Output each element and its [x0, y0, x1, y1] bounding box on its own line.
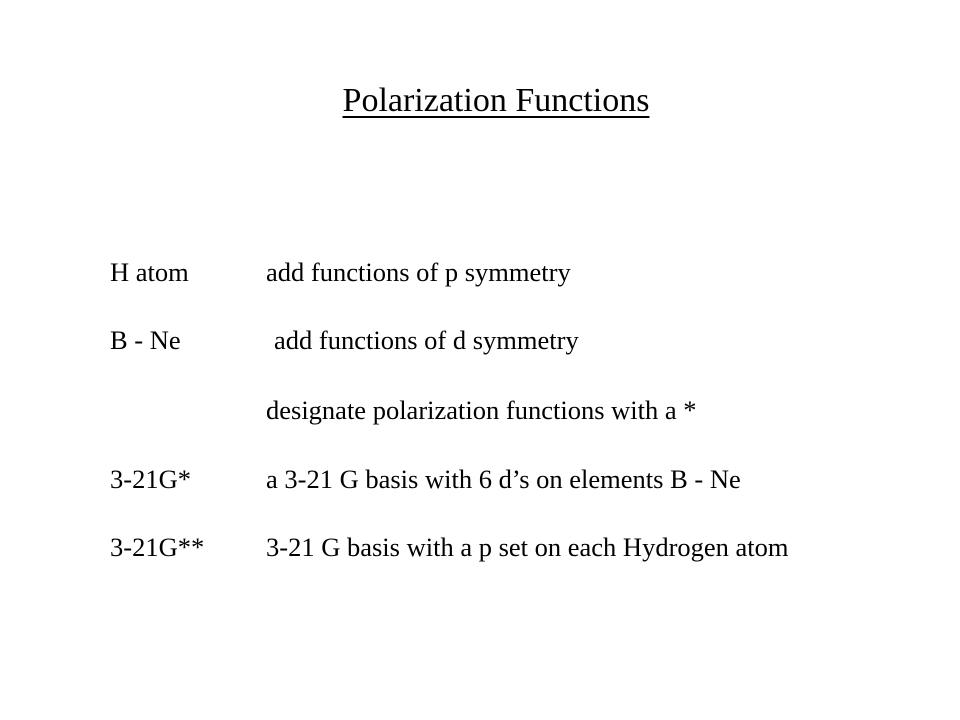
row-description: a 3-21 G basis with 6 d’s on elements B - Ne: [266, 464, 741, 494]
slide-title: Polarization Functions: [342, 82, 650, 119]
row-label: B - Ne: [110, 325, 181, 355]
row-label: H atom: [110, 257, 189, 287]
row-label: 3-21G*: [110, 464, 191, 494]
row-description: 3-21 G basis with a p set on each Hydrogen atom: [266, 532, 789, 562]
row-description: add functions of p symmetry: [266, 257, 571, 287]
row-description: add functions of d symmetry: [274, 325, 579, 355]
row-description: designate polarization functions with a *: [266, 395, 697, 425]
row-label: 3-21G**: [110, 532, 205, 562]
